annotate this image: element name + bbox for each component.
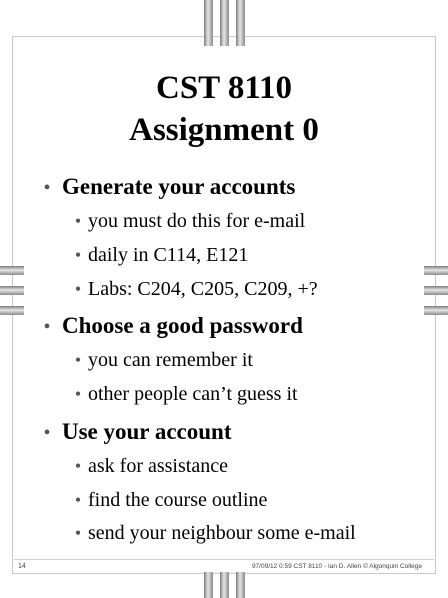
bullet-heading-text: Generate your accounts [62,174,296,199]
bullet-dot-icon: • [43,316,51,338]
bullet-heading [32,418,232,447]
bullet-item [68,242,248,268]
bullet-dot-icon: • [74,211,82,231]
bullet-heading-text: Choose a good password [62,313,303,338]
page-number: 14 [18,563,26,570]
bullet-item [68,347,253,373]
bar-decoration [424,266,448,275]
bullet-item-text: you can remember it [88,349,253,371]
footer-text: 97/09/12 0:59 CST 8110 - Ian D. Allen © Algonquin College [251,563,422,570]
bar-decoration [204,0,213,46]
bullet-item [68,487,267,513]
bullet-dot-icon: • [74,245,82,265]
bullet-dot-icon: • [74,490,82,510]
bullet-dot-icon: • [74,279,82,299]
bullet-item-text: daily in C114, E121 [88,244,249,266]
bullet-heading [32,173,295,202]
slide-title-line1: CST 8110 [155,70,293,106]
bullet-item [68,453,228,479]
right-bar-decoration [424,258,448,322]
footer-divider [14,559,434,560]
bar-decoration [0,306,24,315]
bar-decoration [220,0,229,46]
bullet-heading-text: Use your account [62,419,232,444]
bar-decoration [424,306,448,315]
bar-decoration [0,286,24,295]
bar-decoration [0,266,24,275]
bullet-item [68,381,298,407]
bullet-item [68,208,305,234]
bullet-item-text: send your neighbour some e-mail [88,522,356,544]
top-bar-decoration [196,0,252,46]
bullet-dot-icon: • [74,456,82,476]
bullet-dot-icon: • [74,350,82,370]
bullet-heading [32,312,303,341]
bar-decoration [236,0,245,46]
bullet-dot-icon: • [74,523,82,543]
bar-decoration [220,572,229,598]
bullet-item-text: Labs: C204, C205, C209, +? [88,278,318,300]
bullet-item-text: find the course outline [88,489,268,511]
bar-decoration [204,572,213,598]
slide-title-line2: Assignment 0 [129,112,319,148]
bullet-dot-icon: • [43,422,51,444]
bar-decoration [236,572,245,598]
bullet-dot-icon: • [43,177,51,199]
bullet-item-text: you must do this for e-mail [88,210,306,232]
left-bar-decoration [0,258,24,322]
bullet-item [68,520,356,546]
bar-decoration [424,286,448,295]
bullet-item-text: ask for assistance [88,455,228,477]
bullet-item-text: other people can’t guess it [88,383,298,405]
bullet-dot-icon: • [74,384,82,404]
bullet-item [68,276,318,302]
bottom-bar-decoration [196,572,252,598]
